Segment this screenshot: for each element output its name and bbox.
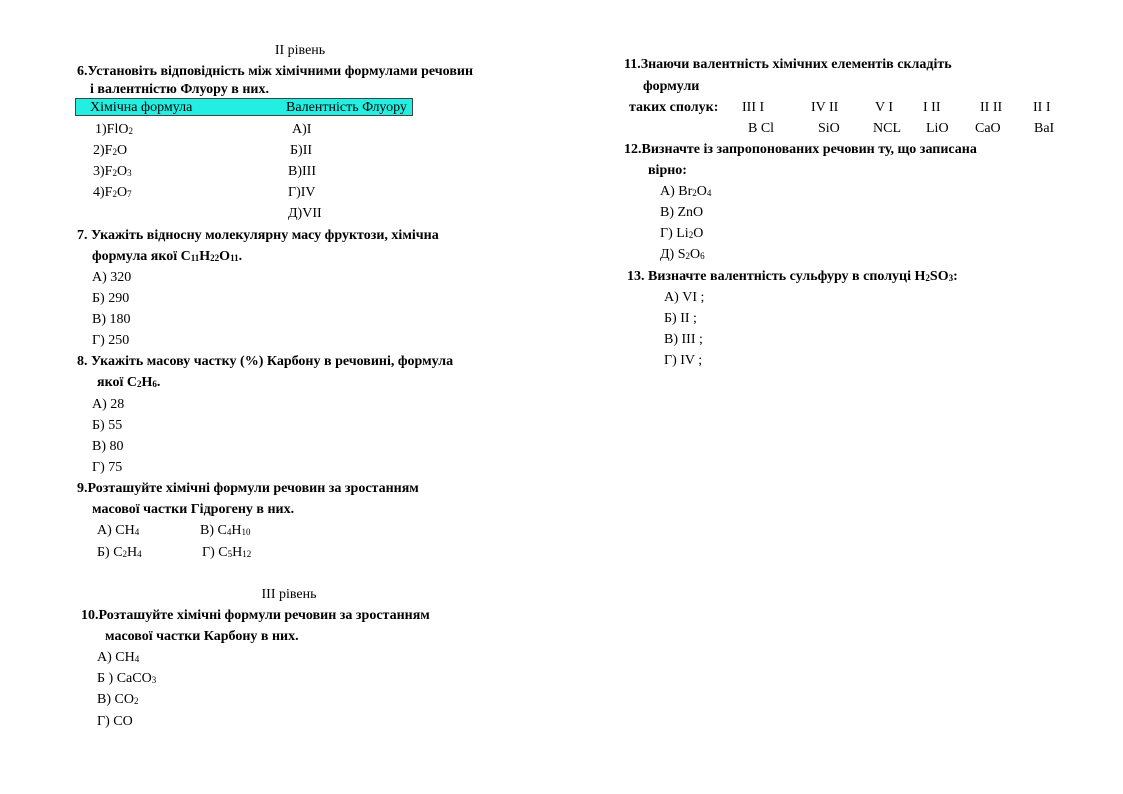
level3-title: ІІІ рівень <box>261 587 317 602</box>
q12-option-a: А) $Br_2O_4$ <box>660 184 712 199</box>
q9-option-b: Б) $С_2Н_4$ <box>97 545 142 560</box>
q8-option-b: Б) 55 <box>92 418 123 433</box>
q10-option-b: Б ) СаСО$_3$ <box>97 671 157 686</box>
q8-option-a: А) 28 <box>92 397 125 412</box>
q13-option-v: В) ІІІ ; <box>664 332 703 347</box>
q6-col-valence: Валентність Флуору <box>286 100 407 115</box>
q11-valence-3: V І <box>875 100 894 115</box>
q8-option-g: Г) 75 <box>92 460 123 475</box>
q11-valence-4: І ІІ <box>923 100 941 115</box>
q11-valence-6: ІІ І <box>1033 100 1051 115</box>
q12-option-v: В) ZnO <box>660 205 704 220</box>
q11-valence-5: ІІ ІІ <box>980 100 1003 115</box>
q11-compound-4: LiO <box>926 121 949 136</box>
q10-text-line1: 10.Розташуйте хімічні формули речовин за зростанням <box>81 608 430 623</box>
q10-option-g: Г) СО <box>97 714 133 729</box>
q11-text-line3: таких сполук: <box>629 100 719 115</box>
q6-valence-a: А)І <box>292 122 312 137</box>
q13-option-b: Б) ІІ ; <box>664 311 697 326</box>
q10-text-line2: масової частки Карбону в них. <box>105 629 299 644</box>
q12-text-line2: вірно: <box>648 163 687 178</box>
q7-text-line2: формула якої $С_{11}Н_{22}О_{11}$. <box>92 249 243 264</box>
q11-valence-1: ІІІ І <box>742 100 765 115</box>
q13-option-g: Г) ІV ; <box>664 353 703 368</box>
q12-option-d: Д) $S_2O_6$ <box>660 247 705 262</box>
q6-text-line2: і валентністю Флуору в них. <box>90 82 269 97</box>
q6-valence-d: Д)VІІ <box>288 206 322 221</box>
q9-text-line1: 9.Розташуйте хімічні формули речовин за зростанням <box>77 481 419 496</box>
q10-option-v: В) $СО_2$ <box>97 692 139 707</box>
q12-text-line1: 12.Визначте із запропонованих речовин ту, що записана <box>624 142 977 157</box>
q6-formula-1: 1)FlO$_2$ <box>95 122 133 137</box>
q9-option-a: А) $СН_4$ <box>97 523 140 538</box>
q12-option-g: Г) $Li_2O$ <box>660 226 704 241</box>
q10-option-a: А) $СН_4$ <box>97 650 140 665</box>
q6-valence-v: В)ІІІ <box>288 164 316 179</box>
q8-text-line1: 8. Укажіть масову частку (%) Карбону в речовині, формула <box>77 354 454 369</box>
q11-text-line1: 11.Знаючи валентність хімічних елементів складіть <box>624 57 952 72</box>
q8-option-v: В) 80 <box>92 439 124 454</box>
q6-col-formula: Хімічна формула <box>90 100 193 115</box>
q9-option-v: В) $С_4Н_{10}$ <box>200 523 251 538</box>
q6-formula-3: $3)F_2O_3$ <box>93 164 132 179</box>
level2-title: ІІ рівень <box>274 43 326 58</box>
q11-valence-2: ІV ІІ <box>811 100 839 115</box>
q8-text-line2: якої $С_2Н_6$. <box>97 375 161 390</box>
q13-option-a: А) VІ ; <box>664 290 705 305</box>
q7-option-g: Г) 250 <box>92 333 130 348</box>
q6-formula-2: $2)F_2O$ <box>93 143 128 158</box>
q6-formula-4: $4)F_2O_7$ <box>93 185 132 200</box>
q11-compound-2: SiO <box>818 121 840 136</box>
q6-valence-g: Г)ІV <box>288 185 316 200</box>
q7-option-a: А) 320 <box>92 270 132 285</box>
q7-option-v: В) 180 <box>92 312 131 327</box>
q13-text-line1: 13. Визначте валентність сульфуру в сполуці $Н_2SO_3$: <box>627 269 958 284</box>
q11-text-line2: формули <box>643 79 700 94</box>
q9-option-g: Г) $С_5Н_{12}$ <box>202 545 252 560</box>
q6-valence-b: Б)ІІ <box>290 143 313 158</box>
q11-compound-3: NCL <box>873 121 901 136</box>
q11-compound-6: BaI <box>1034 121 1055 136</box>
q11-compound-5: CaO <box>975 121 1001 136</box>
q7-option-b: Б) 290 <box>92 291 130 306</box>
q9-text-line2: масової частки Гідрогену в них. <box>92 502 295 517</box>
q7-text-line1: 7. Укажіть відносну молекулярну масу фруктози, хімічна <box>77 228 439 243</box>
q6-text-line1: 6.Установіть відповідність між хімічними формулами речовин <box>77 64 474 79</box>
q11-compound-1: В Cl <box>748 121 775 136</box>
